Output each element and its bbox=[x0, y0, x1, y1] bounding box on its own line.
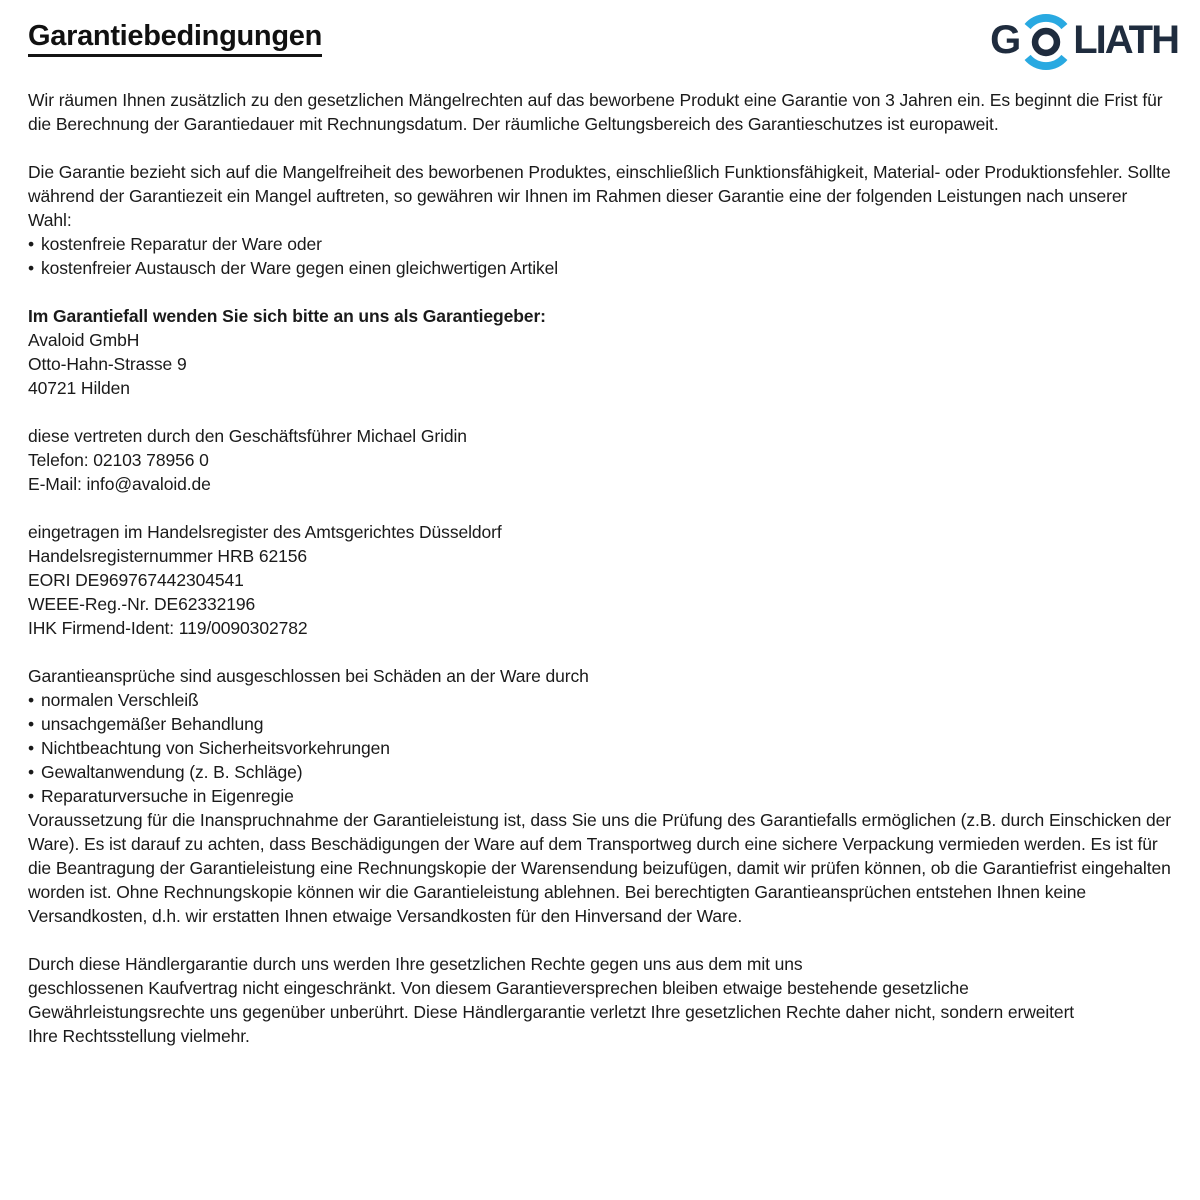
legal-line: Gewährleistungsrechte uns gegenüber unberührt. Diese Händlergarantie verletzt Ihre gesetzlichen Rechte daher nicht, sondern erweitert bbox=[28, 1002, 1075, 1022]
logo-text-prefix: G bbox=[990, 18, 1020, 62]
logo-text-suffix: LIATH bbox=[1073, 18, 1178, 62]
goliath-logo bbox=[990, 10, 1178, 70]
bullet-marker: • bbox=[28, 786, 35, 806]
intro-paragraph: Wir räumen Ihnen zusätzlich zu den gesetzlichen Mängelrechten auf das beworbene Produkt eine Garantie von 3 Jahren ein. Es beginnt die Frist für die Berechnung der Garantiedauer mit Rechnungsdatum. Der räumliche Geltungsbereich des Garantieschutzes ist europaweit. bbox=[28, 90, 1163, 134]
bullet-item-text: kostenfreie Reparatur der Ware oder bbox=[41, 234, 322, 254]
bullet-item-text: Gewaltanwendung (z. B. Schläge) bbox=[41, 762, 303, 782]
bullet-item-text: unsachgemäßer Behandlung bbox=[41, 714, 264, 734]
city-line: 40721 Hilden bbox=[28, 378, 130, 398]
bullet-marker: • bbox=[28, 738, 35, 758]
bullet-item-text: Nichtbeachtung von Sicherheitsvorkehrungen bbox=[41, 738, 390, 758]
contact-section bbox=[28, 424, 1174, 496]
scope-paragraph: Die Garantie bezieht sich auf die Mangelfreiheit des beworbenen Produktes, einschließlich Funktionsfähigkeit, Material- oder Produktionsfehler. Sollte während der Garantiezeit ein Mangel auftreten, so gewähren wir Ihnen im Rahmen dieser Garantie eine der folgenden Leistungen nach unserer Wahl: bbox=[28, 162, 1171, 230]
weee-line: WEEE-Reg.-Nr. DE62332196 bbox=[28, 594, 256, 614]
bullet-item bbox=[28, 232, 1174, 256]
company-name: Avaloid GmbH bbox=[28, 330, 140, 350]
register-court-line: eingetragen im Handelsregister des Amtsgerichtes Düsseldorf bbox=[28, 522, 502, 542]
email-line: E-Mail: info@avaloid.de bbox=[28, 474, 211, 494]
bullet-marker: • bbox=[28, 234, 35, 254]
bullet-item bbox=[28, 688, 1174, 712]
page-header bbox=[28, 18, 1178, 82]
exclusions-section bbox=[28, 664, 1174, 808]
page-title: Garantiebedingungen bbox=[28, 22, 322, 57]
bullet-marker: • bbox=[28, 762, 35, 782]
street-line: Otto-Hahn-Strasse 9 bbox=[28, 354, 187, 374]
ihk-line: IHK Firmend-Ident: 119/0090302782 bbox=[28, 618, 308, 638]
logo-o-mark-icon bbox=[1018, 14, 1074, 70]
bullet-item bbox=[28, 736, 1174, 760]
bullet-item bbox=[28, 760, 1174, 784]
legal-line: Ihre Rechtsstellung vielmehr. bbox=[28, 1026, 250, 1046]
phone-line: Telefon: 02103 78956 0 bbox=[28, 450, 209, 470]
bullet-item-text: kostenfreier Austausch der Ware gegen einen gleichwertigen Artikel bbox=[41, 258, 559, 278]
eori-line: EORI DE969767442304541 bbox=[28, 570, 244, 590]
scope-section bbox=[28, 160, 1174, 280]
guarantor-heading: Im Garantiefall wenden Sie sich bitte an uns als Garantiegeber: bbox=[28, 306, 546, 326]
bullet-item bbox=[28, 784, 1174, 808]
register-section bbox=[28, 520, 1174, 568]
bullet-item bbox=[28, 712, 1174, 736]
legal-line: geschlossenen Kaufvertrag nicht eingeschränkt. Von diesem Garantieversprechen bleiben etwaige bestehende gesetzliche bbox=[28, 978, 969, 998]
guarantor-section bbox=[28, 304, 1174, 352]
register-number-line: Handelsregisternummer HRB 62156 bbox=[28, 546, 307, 566]
scope-bullet-list bbox=[28, 232, 1174, 280]
legal-section bbox=[28, 952, 1174, 1048]
exclusions-heading: Garantieansprüche sind ausgeschlossen bei Schäden an der Ware durch bbox=[28, 666, 589, 686]
exclusions-bullet-list bbox=[28, 688, 1174, 808]
bullet-marker: • bbox=[28, 714, 35, 734]
bullet-marker: • bbox=[28, 690, 35, 710]
bullet-item-text: Reparaturversuche in Eigenregie bbox=[41, 786, 294, 806]
legal-line: Durch diese Händlergarantie durch uns werden Ihre gesetzlichen Rechte gegen uns aus dem mit uns bbox=[28, 954, 803, 974]
representative-line: diese vertreten durch den Geschäftsführer Michael Gridin bbox=[28, 426, 467, 446]
bullet-marker: • bbox=[28, 258, 35, 278]
document-body bbox=[28, 88, 1174, 1048]
bullet-item-text: normalen Verschleiß bbox=[41, 690, 199, 710]
bullet-item bbox=[28, 256, 1174, 280]
conditions-paragraph: Voraussetzung für die Inanspruchnahme der Garantieleistung ist, dass Sie uns die Prüfung des Garantiefalls ermöglichen (z.B. durch Einschicken der Ware). Es ist darauf zu achten, dass Beschädigungen der Ware auf dem Transportweg durch eine sichere Verpackung vermieden werden. Es ist für die Beantragung der Garantieleistung eine Rechnungskopie der Warensendung beizufügen, damit wir prüfen können, ob die Garantiefrist eingehalten worden ist. Ohne Rechnungskopie können wir die Garantieleistung ablehnen. Bei berechtigten Garantieansprüchen entstehen Ihnen keine Versandkosten, d.h. wir erstatten Ihnen etwaige Versandkosten für den Hinversand der Ware. bbox=[28, 810, 1171, 926]
